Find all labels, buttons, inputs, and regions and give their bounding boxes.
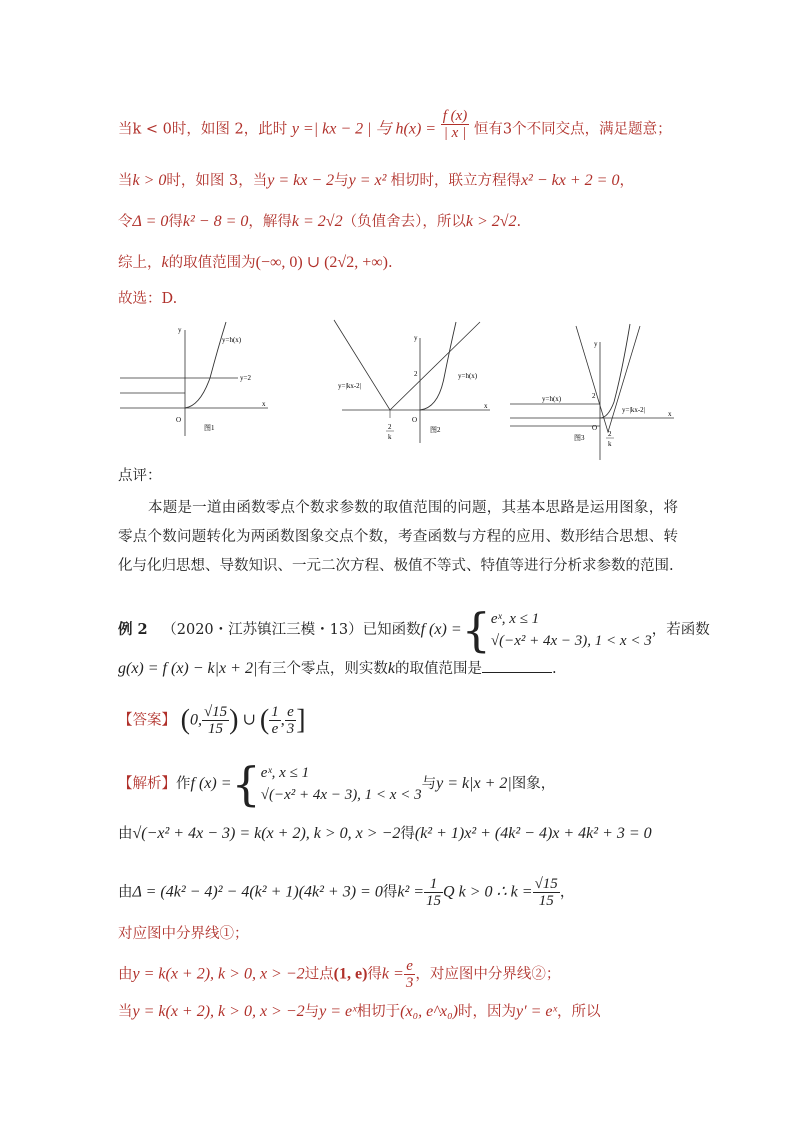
answer-zero: 0,: [189, 711, 202, 729]
l3m4: k > 2√2: [465, 213, 517, 230]
fig1-label-o: O: [176, 416, 182, 424]
answer-comma: ,: [280, 711, 285, 729]
example-source: （2020・江苏镇江三模・13）已知函数: [162, 622, 421, 638]
analysis-label: 【解析】: [118, 776, 176, 792]
example-case2: √(−x² + 4x − 3), 1 < x < 3: [490, 633, 652, 649]
s4-frac-den: 3: [405, 975, 414, 991]
s4b: 过点: [304, 966, 334, 983]
analysis-graph-end: 图象，: [511, 776, 556, 792]
fig2-abs-line: [334, 320, 480, 410]
s5c: 相切于: [356, 1004, 401, 1020]
l2m4: x² − kx + 2 = 0: [520, 172, 620, 189]
s2a: 由: [118, 884, 133, 901]
fig3-abs-line: [576, 326, 640, 432]
line1-text: 当k < 0时，如图 2，此时: [118, 121, 288, 138]
s2-frac2-num: √15: [534, 876, 558, 892]
text-line-5: [118, 289, 177, 309]
example-g-k: k: [387, 660, 395, 677]
comment-title: [118, 466, 162, 486]
s2-frac1-num: 1: [424, 876, 443, 893]
analysis-line-3: [118, 876, 574, 909]
fig1-caption: 图1: [204, 424, 215, 432]
s4k: k =: [381, 965, 404, 983]
comment-title-text: 点评：: [118, 468, 162, 484]
fig3-label-2: 2: [592, 392, 596, 400]
s3: 对应图中分界线①；: [118, 926, 249, 942]
conclusion-text: 故选：D.: [118, 291, 178, 307]
line1-frac-den: | x |: [443, 125, 467, 141]
analysis-line-4: [118, 924, 249, 944]
example-after: ，若函数: [651, 622, 710, 638]
l3b: 得: [168, 214, 183, 230]
answer-frac1: [202, 704, 229, 737]
s5e: ，所以: [557, 1004, 601, 1020]
fig2-label-x: x: [484, 402, 488, 410]
analysis-line-5: [118, 958, 560, 991]
answer-union: ∪: [238, 711, 260, 729]
fig3-frac-den: k: [608, 440, 612, 448]
fig2-label-2: 2: [414, 370, 418, 378]
fig3-frac-num: 2: [608, 430, 612, 438]
example-period: .: [551, 661, 557, 677]
fig2-label-h: y=h(x): [458, 372, 478, 380]
fig3-label-h: y=h(x): [542, 395, 562, 403]
analysis-cases: [261, 762, 422, 806]
answer-frac3: [285, 704, 297, 737]
answer-paren-open: (: [180, 704, 190, 736]
analysis-case2: √(−x² + 4x − 3), 1 < x < 3: [260, 787, 422, 803]
fig1-label-x: x: [262, 400, 266, 408]
s2m: Δ = (4k² − 4)² − 4(k² + 1)(4k² + 3) = 0: [132, 883, 383, 901]
answer-frac1-num: √15: [203, 704, 228, 720]
s5a: 当: [118, 1004, 133, 1020]
analysis-graph-eq: y = k|x + 2|: [436, 775, 512, 792]
s2-frac2: [533, 876, 560, 909]
answer-frac3-den: 3: [286, 721, 295, 737]
answer-label: 【答案】: [118, 712, 176, 729]
line1-frac-num: f (x): [442, 108, 468, 124]
l2a: 当: [118, 173, 133, 189]
comment-body: [118, 494, 678, 581]
s1m: √(−x² + 4x − 3) = k(x + 2), k > 0, x > −2: [132, 825, 401, 842]
fig2-label-y: y: [414, 334, 418, 342]
s2b: 得: [382, 884, 398, 901]
text-line-1: [118, 108, 672, 141]
figure-3: [508, 322, 680, 462]
s1a: 由: [118, 826, 133, 842]
analysis-line-1: [118, 757, 556, 811]
l4m: (−∞, 0) ∪ (2√2, +∞): [255, 254, 388, 271]
fig2-caption: 图2: [430, 426, 441, 434]
l2b: 时，如图 3，当: [166, 173, 268, 189]
comment-body-text: 本题是一道由函数零点个数求参数的取值范围的问题，其基本思路是运用图象，将零点个数问题转化为两函数图象交点个数，考查函数与方程的应用、数形结合思想、转化与化归思想、导数知识、一元二次方程、极值不等式、特值等进行分析求参数的范围.: [118, 500, 678, 574]
s1b: 得: [400, 826, 415, 842]
fig2-curve-h: [420, 322, 456, 410]
fig3-caption: 图3: [574, 434, 585, 442]
example-g-after: 有三个零点，则实数: [257, 661, 388, 677]
fig2-frac-den: k: [388, 433, 392, 441]
fig2-label-kx: y=|kx-2|: [338, 382, 362, 390]
figure-1: [118, 318, 288, 438]
l3d: （负值舍去），所以: [342, 214, 466, 230]
s4d: ，对应图中分界线②；: [415, 966, 561, 983]
fig3-label-y: y: [594, 340, 598, 348]
l3m3: k = 2√2: [291, 213, 343, 230]
example2-line-2: [118, 658, 557, 679]
fig3-label-kx: y=|kx-2|: [622, 406, 646, 414]
analysis-with: 与: [421, 776, 437, 792]
example-g: g(x) = f (x) − k|x + 2|: [118, 660, 258, 677]
s4pt: (1, e): [333, 965, 368, 983]
l2m1: k > 0: [132, 172, 167, 189]
l3c: ，解得: [248, 214, 292, 230]
example-cases: [491, 608, 652, 652]
analysis-line-2: [118, 824, 652, 844]
line1-math: y =| kx − 2 | 与 h(x) =: [291, 120, 437, 138]
l2e: ，: [619, 173, 634, 189]
line1-fraction: [441, 108, 470, 141]
analysis-brace: {: [231, 757, 261, 811]
analysis-line-6: [118, 1002, 601, 1022]
s5pt: (x₀, e^x₀): [400, 1003, 459, 1020]
example-g-end: 的取值范围是: [394, 661, 482, 677]
s4c: 得: [367, 966, 382, 983]
example-label: 例 2: [118, 621, 148, 638]
s4-frac-num: e: [404, 958, 416, 975]
l2d: 相切时，联立方程得: [390, 173, 521, 189]
fig1-label-h: y=h(x): [222, 336, 242, 344]
fig1-label-2: y=2: [240, 374, 251, 382]
l3m2: k² − 8 = 0: [182, 213, 249, 230]
example-brace: {: [461, 603, 491, 657]
l4a: 综上，: [118, 255, 162, 271]
s5b: 与: [304, 1004, 320, 1020]
l4c: .: [387, 255, 393, 271]
figure-2: [330, 318, 495, 446]
analysis-zuo: 作: [176, 776, 191, 792]
example2-line: [118, 603, 710, 657]
answer-bracket-close: ]: [296, 704, 306, 736]
s4-frac: [404, 958, 416, 991]
answer-blank: [482, 658, 552, 673]
fig2-frac-num: 2: [388, 423, 392, 431]
fig3-label-o: O: [592, 424, 598, 432]
s2-frac2-den: 15: [538, 893, 554, 909]
answer-paren-open2: (: [259, 704, 270, 736]
analysis-fx: f (x) =: [190, 775, 232, 792]
l2c: 与: [334, 173, 349, 189]
s5d: 时，因为: [458, 1004, 517, 1020]
s4m: y = k(x + 2), k > 0, x > −2: [132, 965, 305, 983]
l3a: 令: [118, 214, 133, 230]
fig3-curve-h: [600, 324, 630, 418]
s2end: ，: [559, 884, 575, 901]
text-line-3: [118, 212, 521, 232]
answer-frac3-num: e: [285, 704, 297, 721]
analysis-case1: eˣ, x ≤ 1: [260, 765, 310, 781]
fig1-curve-h: [185, 322, 226, 408]
answer-frac1-den: 15: [208, 721, 224, 737]
s2-frac1-den: 15: [426, 893, 442, 909]
l4k: k: [161, 254, 169, 271]
s5m3: y′ = eˣ: [516, 1003, 558, 1020]
l3m1: Δ = 0: [132, 213, 169, 230]
s4a: 由: [118, 966, 133, 983]
text-line-4: [118, 253, 393, 273]
s2m3: Q k > 0 ∴ k =: [443, 883, 533, 901]
fig2-label-o: O: [412, 416, 418, 424]
fig3-label-x: x: [668, 410, 672, 418]
l2m2: y = kx − 2: [267, 172, 335, 189]
example-fx: f (x) =: [420, 621, 462, 638]
fig1-label-y: y: [178, 326, 182, 334]
l2m3: y = x²: [348, 172, 391, 189]
answer-frac2: [269, 704, 281, 737]
example-case1: eˣ, x ≤ 1: [490, 611, 540, 627]
answer-frac2-den: e: [271, 721, 279, 737]
s1m2: (k² + 1)x² + (4k² − 4)x + 4k² + 3 = 0: [414, 825, 652, 842]
s5m: y = k(x + 2), k > 0, x > −2: [132, 1003, 305, 1020]
s2m2: k² =: [397, 883, 425, 901]
l4b: 的取值范围为: [168, 255, 256, 271]
answer-frac2-num: 1: [271, 704, 279, 720]
line1-tail: 恒有3个不同交点，满足题意；: [473, 121, 672, 138]
text-line-2: [118, 171, 634, 191]
answer-paren-close: ): [229, 704, 239, 736]
s2-frac1: [424, 876, 443, 909]
l3e: .: [516, 214, 522, 230]
answer-line: [118, 704, 306, 737]
s5m2: y = eˣ: [319, 1003, 357, 1020]
